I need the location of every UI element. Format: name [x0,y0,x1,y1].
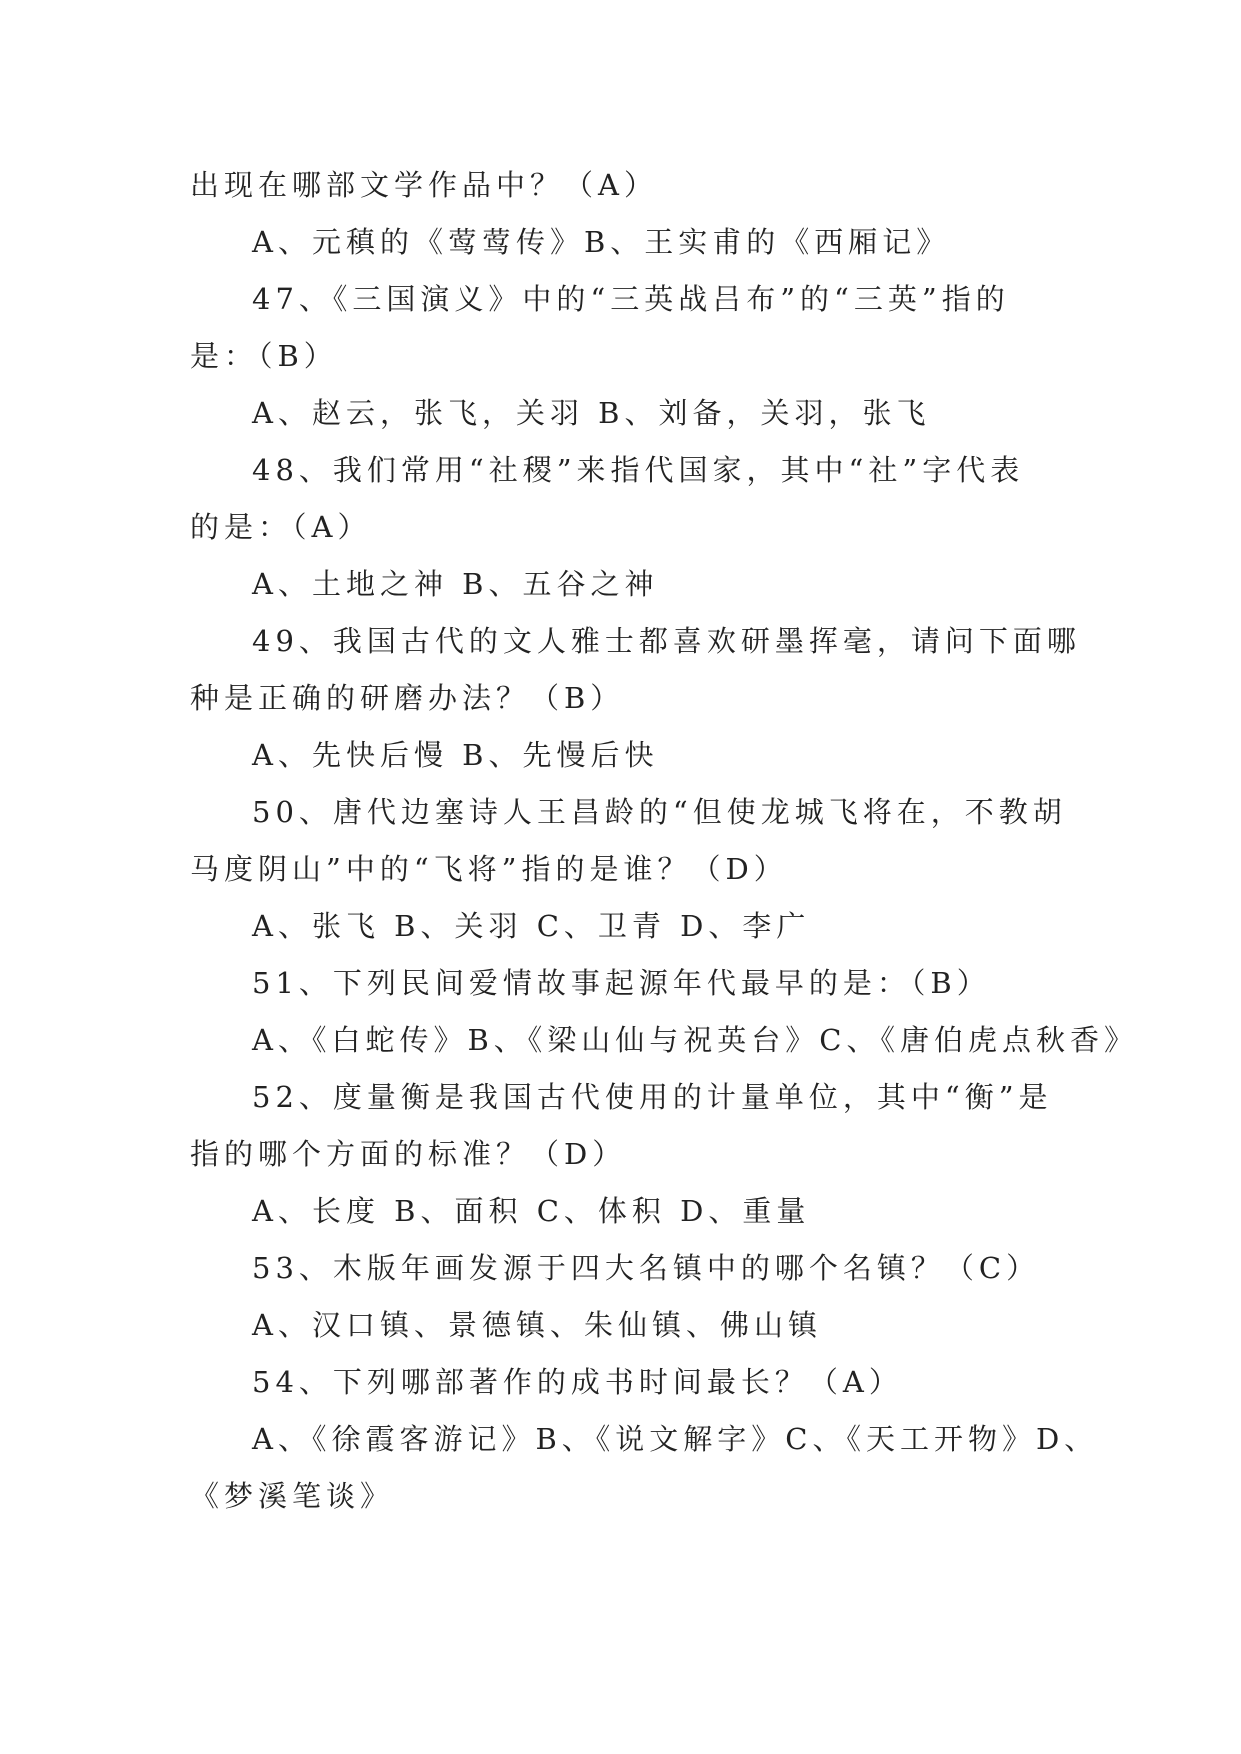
answer-options: A、赵云，张飞，关羽 B、刘备，关羽，张飞 [252,396,931,430]
question-48: 48、我们常用“社稷”来指代国家，其中“社”字代表 [252,453,1025,487]
answer-options: A、汉口镇、景德镇、朱仙镇、佛山镇 [252,1308,822,1342]
answer-options: A、土地之神 B、五谷之神 [252,567,659,601]
text-line: 的是：（A） [190,510,372,544]
answer-options: A、张飞 B、关羽 C、卫青 D、李广 [252,909,811,943]
question-53: 53、木版年画发源于四大名镇中的哪个名镇？（C） [252,1251,1041,1285]
question-49: 49、我国古代的文人雅士都喜欢研墨挥毫，请问下面哪 [252,624,1081,658]
text-line: 种是正确的研磨办法？（B） [190,681,625,715]
text-line: 指的哪个方面的标准？（D） [190,1137,627,1171]
answer-options: A、先快后慢 B、先慢后快 [252,738,659,772]
text-line: 马度阴山”中的“飞将”指的是谁？（D） [190,852,788,886]
question-52: 52、度量衡是我国古代使用的计量单位，其中“衡”是 [252,1080,1053,1114]
answer-options: A、元稹的《莺莺传》B、王实甫的《西厢记》 [252,225,951,259]
question-54: 54、下列哪部著作的成书时间最长？（A） [252,1365,903,1399]
question-50: 50、唐代边塞诗人王昌龄的“但使龙城飞将在，不教胡 [252,795,1067,829]
text-line: 《梦溪笔谈》 [190,1479,395,1513]
question-47: 47、《三国演义》中的“三英战吕布”的“三英”指的 [252,282,1010,316]
text-line: 出现在哪部文学作品中？（A） [190,168,658,202]
question-51: 51、下列民间爱情故事起源年代最早的是：（B） [252,966,991,1000]
answer-options: A、长度 B、面积 C、体积 D、重量 [252,1194,811,1228]
answer-options: A、《白蛇传》B、《梁山仙与祝英台》C、《唐伯虎点秋香》 [252,1023,1138,1057]
text-line: 是：（B） [190,339,338,373]
answer-options: A、《徐霞客游记》B、《说文解字》C、《天工开物》D、 [252,1422,1099,1456]
